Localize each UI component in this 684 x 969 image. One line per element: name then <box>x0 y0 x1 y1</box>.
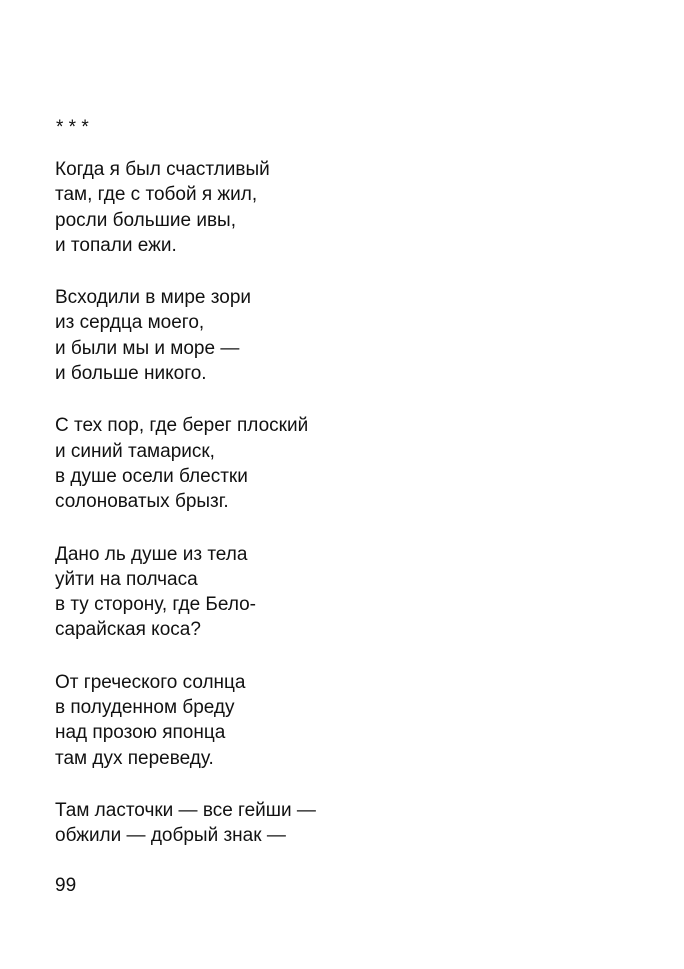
stanza-4 <box>55 542 655 643</box>
poem-line: из сердца моего, <box>55 312 205 334</box>
poem-line: сарайская коса? <box>55 619 201 641</box>
poem-line: и были мы и море — <box>55 337 240 359</box>
poem-line: Дано ль душе из тела <box>55 543 248 565</box>
poem-body <box>55 157 655 876</box>
stanza-5 <box>55 670 655 771</box>
poem-separator: * * * <box>56 117 89 138</box>
poem-line: Там ласточки — все гейши — <box>55 799 316 821</box>
poem-line: С тех пор, где берег плоский <box>55 415 309 437</box>
poem-line: и синий тамариск, <box>55 440 215 462</box>
poem-line: в душе осели блестки <box>55 465 248 487</box>
poem-line: в ту сторону, где Бело- <box>55 594 257 616</box>
poem-line: над прозою японца <box>55 722 226 744</box>
poem-line: в полуденном бреду <box>55 697 235 719</box>
poem-line: там дух переведу. <box>55 747 214 769</box>
poem-line: солоноватых брызг. <box>55 491 229 513</box>
poem-line: обжили — добрый знак — <box>55 825 286 847</box>
poem-line: и больше никого. <box>55 363 207 385</box>
poem-line: Когда я был счастливый <box>55 159 270 180</box>
poem-line: росли большие ивы, <box>55 209 236 231</box>
poem-line: От греческого солнца <box>55 671 246 693</box>
poem-line: там, где с тобой я жил, <box>55 184 258 206</box>
poem-line: уйти на полчаса <box>55 568 198 590</box>
poem-line: Всходили в мире зори <box>55 287 251 309</box>
stanza-2 <box>55 285 655 386</box>
stanza-6 <box>55 798 655 849</box>
poem-line: и топали ежи. <box>55 234 177 256</box>
page-number: 99 <box>55 875 77 896</box>
stanza-1 <box>55 157 655 258</box>
stanza-3 <box>55 413 655 514</box>
